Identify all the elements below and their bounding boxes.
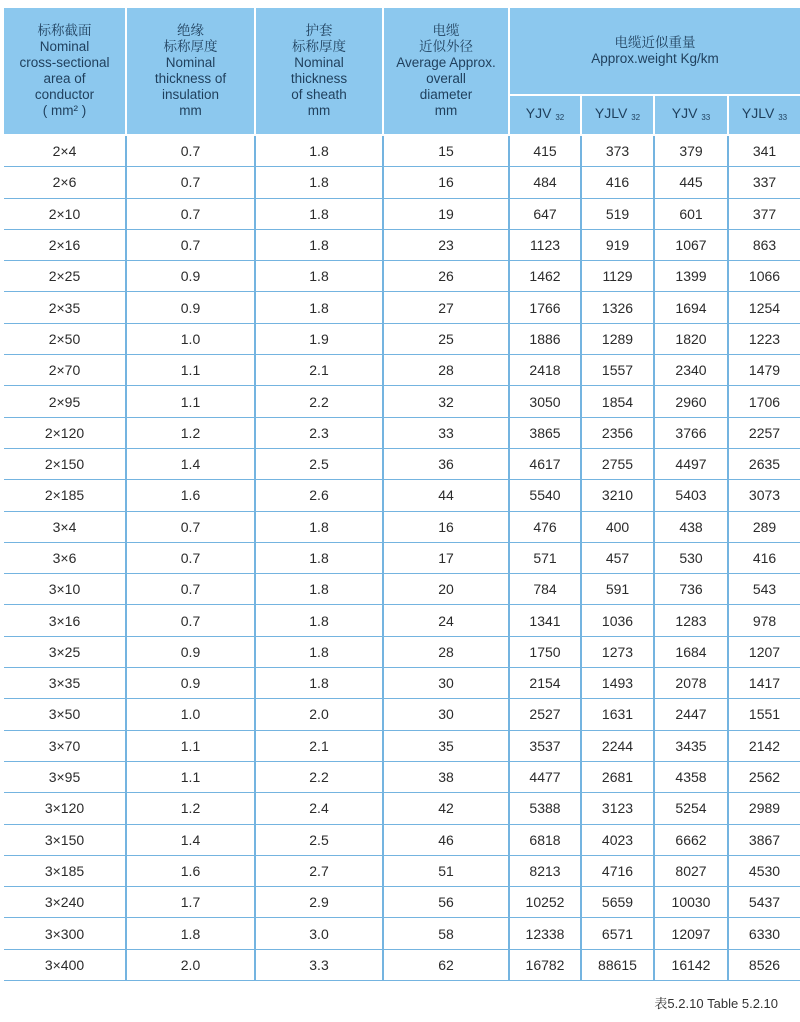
table-row	[4, 949, 800, 980]
header-sheath-line: thickness	[290, 71, 348, 86]
cell-insulation: 0.9	[126, 292, 255, 323]
cell-yjlv33: 863	[728, 229, 800, 260]
cell-insulation: 0.7	[126, 605, 255, 636]
cell-area: 3×185	[4, 855, 126, 886]
cell-diameter: 23	[383, 229, 509, 260]
cell-insulation: 0.7	[126, 542, 255, 573]
cell-yjv33: 2960	[654, 386, 728, 417]
cell-sheath: 2.2	[255, 386, 383, 417]
cell-yjv32: 1123	[509, 229, 581, 260]
cell-diameter: 16	[383, 167, 509, 198]
cell-insulation: 1.0	[126, 699, 255, 730]
cell-yjlv32: 6571	[581, 918, 654, 949]
cell-yjv32: 2527	[509, 699, 581, 730]
table-row	[4, 198, 800, 229]
cell-yjv33: 3766	[654, 417, 728, 448]
cell-yjlv32: 591	[581, 574, 654, 605]
cell-insulation: 0.7	[126, 167, 255, 198]
table-row	[4, 355, 800, 386]
cell-insulation: 1.1	[126, 386, 255, 417]
cell-sheath: 1.8	[255, 511, 383, 542]
header-sheath-line: of sheath	[291, 87, 347, 102]
cell-diameter: 58	[383, 918, 509, 949]
cell-insulation: 0.7	[126, 511, 255, 542]
cell-yjlv32: 88615	[581, 949, 654, 980]
cell-insulation: 0.9	[126, 261, 255, 292]
cell-sheath: 2.3	[255, 417, 383, 448]
cell-area: 2×150	[4, 448, 126, 479]
cell-yjv33: 5403	[654, 480, 728, 511]
cell-insulation: 1.6	[126, 480, 255, 511]
header-conductor-line: 标称截面	[37, 23, 92, 38]
table-row	[4, 386, 800, 417]
cell-yjv32: 1462	[509, 261, 581, 292]
cell-diameter: 27	[383, 292, 509, 323]
header-yjv33-sub: 33	[701, 112, 711, 122]
table-row	[4, 323, 800, 354]
cell-yjv32: 3050	[509, 386, 581, 417]
cell-insulation: 0.7	[126, 135, 255, 167]
table-row	[4, 292, 800, 323]
cell-diameter: 56	[383, 887, 509, 918]
cell-yjlv33: 8526	[728, 949, 800, 980]
cell-yjlv32: 400	[581, 511, 654, 542]
cell-diameter: 33	[383, 417, 509, 448]
cell-yjv32: 8213	[509, 855, 581, 886]
cell-yjv32: 16782	[509, 949, 581, 980]
table-row	[4, 542, 800, 573]
cell-area: 3×400	[4, 949, 126, 980]
header-insulation-line: thickness of	[154, 71, 227, 86]
cell-yjlv33: 1223	[728, 323, 800, 354]
cell-area: 3×240	[4, 887, 126, 918]
cell-yjv33: 438	[654, 511, 728, 542]
cell-yjlv32: 2244	[581, 730, 654, 761]
cell-yjlv32: 416	[581, 167, 654, 198]
cell-area: 2×50	[4, 323, 126, 354]
cell-sheath: 1.8	[255, 636, 383, 667]
header-diameter-line: diameter	[419, 87, 473, 102]
cell-area: 2×185	[4, 480, 126, 511]
cell-yjv32: 2154	[509, 668, 581, 699]
header-weight-line: Approx.weight Kg/km	[591, 51, 719, 66]
cell-yjlv33: 1706	[728, 386, 800, 417]
cell-yjv32: 1766	[509, 292, 581, 323]
header-yjv33	[654, 95, 728, 135]
cell-insulation: 0.9	[126, 668, 255, 699]
cell-yjv33: 1283	[654, 605, 728, 636]
cell-yjlv32: 1493	[581, 668, 654, 699]
cell-yjv33: 4358	[654, 761, 728, 792]
table-row	[4, 574, 800, 605]
cell-sheath: 3.3	[255, 949, 383, 980]
cell-yjv32: 10252	[509, 887, 581, 918]
header-insulation-line: 绝缘	[177, 23, 204, 38]
cell-yjlv33: 377	[728, 198, 800, 229]
cell-yjv32: 1750	[509, 636, 581, 667]
cell-insulation: 1.1	[126, 761, 255, 792]
table-row	[4, 855, 800, 886]
cell-yjv33: 736	[654, 574, 728, 605]
table-row	[4, 417, 800, 448]
cell-yjlv32: 2681	[581, 761, 654, 792]
cell-insulation: 1.7	[126, 887, 255, 918]
cell-yjv32: 4617	[509, 448, 581, 479]
cell-area: 2×16	[4, 229, 126, 260]
cell-yjlv32: 1129	[581, 261, 654, 292]
cell-yjv33: 530	[654, 542, 728, 573]
cell-yjv33: 12097	[654, 918, 728, 949]
cell-yjlv33: 3073	[728, 480, 800, 511]
cell-yjv32: 415	[509, 135, 581, 167]
cell-sheath: 2.5	[255, 448, 383, 479]
cell-yjlv33: 1479	[728, 355, 800, 386]
cell-sheath: 1.8	[255, 261, 383, 292]
header-yjv32-sub: 32	[555, 112, 565, 122]
table-row	[4, 918, 800, 949]
header-conductor-line: area of	[43, 71, 86, 86]
cell-sheath: 1.9	[255, 323, 383, 354]
cell-yjlv33: 2635	[728, 448, 800, 479]
header-diameter-line: mm	[434, 103, 458, 118]
cell-yjlv32: 373	[581, 135, 654, 167]
cell-sheath: 2.2	[255, 761, 383, 792]
cell-yjv32: 12338	[509, 918, 581, 949]
cell-yjlv32: 2755	[581, 448, 654, 479]
cell-yjv33: 5254	[654, 793, 728, 824]
cell-yjlv33: 543	[728, 574, 800, 605]
table-caption: 表5.2.10 Table 5.2.10	[654, 996, 778, 1011]
cell-yjv32: 784	[509, 574, 581, 605]
cell-sheath: 1.8	[255, 135, 383, 167]
cell-yjv33: 6662	[654, 824, 728, 855]
table-row	[4, 511, 800, 542]
table-row	[4, 668, 800, 699]
cell-yjv33: 3435	[654, 730, 728, 761]
cell-area: 2×4	[4, 135, 126, 167]
cable-spec-table	[4, 8, 800, 981]
cell-area: 2×70	[4, 355, 126, 386]
cell-yjlv32: 2356	[581, 417, 654, 448]
cell-insulation: 1.2	[126, 793, 255, 824]
cell-yjv32: 5388	[509, 793, 581, 824]
cell-area: 3×10	[4, 574, 126, 605]
cell-yjv33: 1067	[654, 229, 728, 260]
cell-sheath: 1.8	[255, 574, 383, 605]
cell-area: 3×300	[4, 918, 126, 949]
table-row	[4, 793, 800, 824]
cell-diameter: 62	[383, 949, 509, 980]
cell-yjv33: 16142	[654, 949, 728, 980]
cell-area: 3×50	[4, 699, 126, 730]
cell-area: 2×35	[4, 292, 126, 323]
cell-yjv33: 1684	[654, 636, 728, 667]
cell-yjlv33: 416	[728, 542, 800, 573]
cell-area: 2×10	[4, 198, 126, 229]
cell-yjv33: 2340	[654, 355, 728, 386]
cell-yjv32: 571	[509, 542, 581, 573]
cell-yjlv33: 2989	[728, 793, 800, 824]
cell-yjlv33: 289	[728, 511, 800, 542]
cell-diameter: 51	[383, 855, 509, 886]
table-row	[4, 636, 800, 667]
cell-area: 3×35	[4, 668, 126, 699]
header-sheath	[255, 8, 383, 135]
cell-yjlv32: 457	[581, 542, 654, 573]
header-yjlv33	[728, 95, 800, 135]
cell-area: 3×4	[4, 511, 126, 542]
cell-yjlv32: 4023	[581, 824, 654, 855]
table-body	[4, 135, 800, 981]
cell-insulation: 1.1	[126, 355, 255, 386]
cell-yjv33: 601	[654, 198, 728, 229]
cell-yjv32: 6818	[509, 824, 581, 855]
cell-sheath: 2.4	[255, 793, 383, 824]
header-yjlv33-label: YJLV	[741, 104, 775, 121]
header-yjlv32-sub: 32	[631, 112, 641, 122]
cell-diameter: 30	[383, 668, 509, 699]
cell-yjv33: 8027	[654, 855, 728, 886]
cell-yjv32: 4477	[509, 761, 581, 792]
cell-insulation: 2.0	[126, 949, 255, 980]
cell-diameter: 38	[383, 761, 509, 792]
cell-yjlv32: 1557	[581, 355, 654, 386]
header-sheath-line: 标称厚度	[292, 39, 346, 54]
cell-insulation: 1.4	[126, 448, 255, 479]
cell-diameter: 35	[383, 730, 509, 761]
cell-yjlv33: 2257	[728, 417, 800, 448]
header-insulation-line: Nominal	[165, 55, 216, 70]
table-row	[4, 480, 800, 511]
cell-yjv33: 2078	[654, 668, 728, 699]
header-diameter	[383, 8, 509, 135]
cell-yjlv32: 1289	[581, 323, 654, 354]
cell-diameter: 26	[383, 261, 509, 292]
cell-sheath: 2.1	[255, 730, 383, 761]
header-diameter-line: 近似外径	[419, 39, 473, 54]
cell-yjlv32: 1036	[581, 605, 654, 636]
cell-insulation: 1.4	[126, 824, 255, 855]
cell-insulation: 1.6	[126, 855, 255, 886]
header-insulation-line: 标称厚度	[163, 39, 218, 54]
cell-yjv32: 484	[509, 167, 581, 198]
cell-diameter: 28	[383, 355, 509, 386]
cell-sheath: 2.6	[255, 480, 383, 511]
cell-sheath: 1.8	[255, 668, 383, 699]
cell-area: 3×25	[4, 636, 126, 667]
cell-area: 3×70	[4, 730, 126, 761]
cell-insulation: 1.2	[126, 417, 255, 448]
cell-sheath: 1.8	[255, 605, 383, 636]
cell-sheath: 1.8	[255, 229, 383, 260]
cell-area: 3×6	[4, 542, 126, 573]
header-conductor-line: Nominal	[39, 39, 90, 54]
cell-diameter: 42	[383, 793, 509, 824]
cell-yjlv33: 1066	[728, 261, 800, 292]
cell-area: 3×16	[4, 605, 126, 636]
table-row	[4, 135, 800, 167]
cell-yjv33: 379	[654, 135, 728, 167]
cell-yjlv32: 1273	[581, 636, 654, 667]
cell-sheath: 2.7	[255, 855, 383, 886]
cell-yjlv33: 6330	[728, 918, 800, 949]
cell-yjlv33: 2142	[728, 730, 800, 761]
table-row	[4, 824, 800, 855]
cell-yjlv33: 1254	[728, 292, 800, 323]
cell-diameter: 24	[383, 605, 509, 636]
cell-diameter: 28	[383, 636, 509, 667]
cell-yjlv33: 2562	[728, 761, 800, 792]
table-row	[4, 605, 800, 636]
cell-insulation: 0.9	[126, 636, 255, 667]
header-diameter-line: 电缆	[432, 23, 460, 38]
cell-yjlv33: 3867	[728, 824, 800, 855]
cell-yjlv33: 1551	[728, 699, 800, 730]
cell-yjlv33: 4530	[728, 855, 800, 886]
header-conductor	[4, 8, 126, 135]
header-sheath-line: 护套	[305, 23, 333, 38]
cell-diameter: 25	[383, 323, 509, 354]
cell-area: 3×120	[4, 793, 126, 824]
cell-sheath: 2.0	[255, 699, 383, 730]
cell-sheath: 1.8	[255, 198, 383, 229]
table-row	[4, 730, 800, 761]
header-weight	[509, 8, 800, 95]
header-yjlv32	[581, 95, 654, 135]
table-row	[4, 699, 800, 730]
table-row	[4, 229, 800, 260]
cell-area: 2×6	[4, 167, 126, 198]
cell-yjv33: 445	[654, 167, 728, 198]
cell-diameter: 16	[383, 511, 509, 542]
header-yjlv33-sub: 33	[778, 112, 788, 122]
cell-yjv33: 10030	[654, 887, 728, 918]
cell-yjv32: 3537	[509, 730, 581, 761]
cell-yjlv32: 519	[581, 198, 654, 229]
cell-yjlv33: 1417	[728, 668, 800, 699]
header-insulation-line: insulation	[161, 87, 220, 102]
cell-diameter: 30	[383, 699, 509, 730]
cell-yjv32: 2418	[509, 355, 581, 386]
cell-yjlv33: 978	[728, 605, 800, 636]
header-sheath-line: Nominal	[294, 55, 344, 70]
cell-area: 3×150	[4, 824, 126, 855]
table-row	[4, 887, 800, 918]
cell-yjlv32: 3123	[581, 793, 654, 824]
table-row	[4, 448, 800, 479]
header-conductor-line: ( mm² )	[42, 103, 87, 118]
cell-sheath: 2.1	[255, 355, 383, 386]
header-insulation-line: mm	[179, 103, 202, 118]
cell-diameter: 46	[383, 824, 509, 855]
cell-yjv32: 647	[509, 198, 581, 229]
cell-yjv32: 1341	[509, 605, 581, 636]
cell-yjv33: 2447	[654, 699, 728, 730]
cell-yjv33: 1399	[654, 261, 728, 292]
cell-yjv32: 1886	[509, 323, 581, 354]
cell-yjv32: 476	[509, 511, 581, 542]
cell-sheath: 2.5	[255, 824, 383, 855]
cell-yjlv32: 3210	[581, 480, 654, 511]
cell-yjlv33: 337	[728, 167, 800, 198]
cell-diameter: 20	[383, 574, 509, 605]
header-yjv33-label: YJV	[671, 104, 698, 121]
cell-sheath: 1.8	[255, 292, 383, 323]
cell-area: 2×95	[4, 386, 126, 417]
cell-sheath: 1.8	[255, 542, 383, 573]
header-conductor-line: cross-sectional	[19, 55, 110, 70]
cell-yjv32: 3865	[509, 417, 581, 448]
header-sheath-line: mm	[307, 103, 331, 118]
cell-yjv33: 4497	[654, 448, 728, 479]
header-yjlv32-label: YJLV	[594, 104, 628, 121]
cell-yjlv33: 341	[728, 135, 800, 167]
cell-sheath: 1.8	[255, 167, 383, 198]
header-yjv32	[509, 95, 581, 135]
table-header	[4, 8, 800, 135]
header-yjv32-label: YJV	[525, 104, 552, 121]
cell-insulation: 0.7	[126, 229, 255, 260]
cell-sheath: 3.0	[255, 918, 383, 949]
header-weight-line: 电缆近似重量	[614, 35, 696, 50]
header-conductor-line: conductor	[34, 87, 95, 102]
header-diameter-line: overall	[426, 71, 466, 86]
cell-diameter: 36	[383, 448, 509, 479]
cell-insulation: 0.7	[126, 198, 255, 229]
cell-yjlv32: 1326	[581, 292, 654, 323]
cell-yjlv32: 1631	[581, 699, 654, 730]
table-row	[4, 261, 800, 292]
cell-yjv33: 1820	[654, 323, 728, 354]
cell-sheath: 2.9	[255, 887, 383, 918]
cell-area: 3×95	[4, 761, 126, 792]
cell-yjlv32: 4716	[581, 855, 654, 886]
cell-yjv33: 1694	[654, 292, 728, 323]
cell-insulation: 1.1	[126, 730, 255, 761]
cell-insulation: 1.8	[126, 918, 255, 949]
cell-yjlv32: 919	[581, 229, 654, 260]
cable-spec-table-container	[4, 8, 800, 981]
cell-yjlv33: 5437	[728, 887, 800, 918]
cell-yjlv33: 1207	[728, 636, 800, 667]
cell-insulation: 0.7	[126, 574, 255, 605]
cell-yjv32: 5540	[509, 480, 581, 511]
cell-diameter: 44	[383, 480, 509, 511]
cell-yjlv32: 1854	[581, 386, 654, 417]
cell-yjlv32: 5659	[581, 887, 654, 918]
cell-diameter: 32	[383, 386, 509, 417]
table-row	[4, 167, 800, 198]
table-row	[4, 761, 800, 792]
cell-diameter: 15	[383, 135, 509, 167]
cell-area: 2×25	[4, 261, 126, 292]
cell-area: 2×120	[4, 417, 126, 448]
cell-diameter: 17	[383, 542, 509, 573]
header-insulation	[126, 8, 255, 135]
cell-insulation: 1.0	[126, 323, 255, 354]
header-diameter-line: Average Approx.	[396, 55, 496, 70]
cell-diameter: 19	[383, 198, 509, 229]
